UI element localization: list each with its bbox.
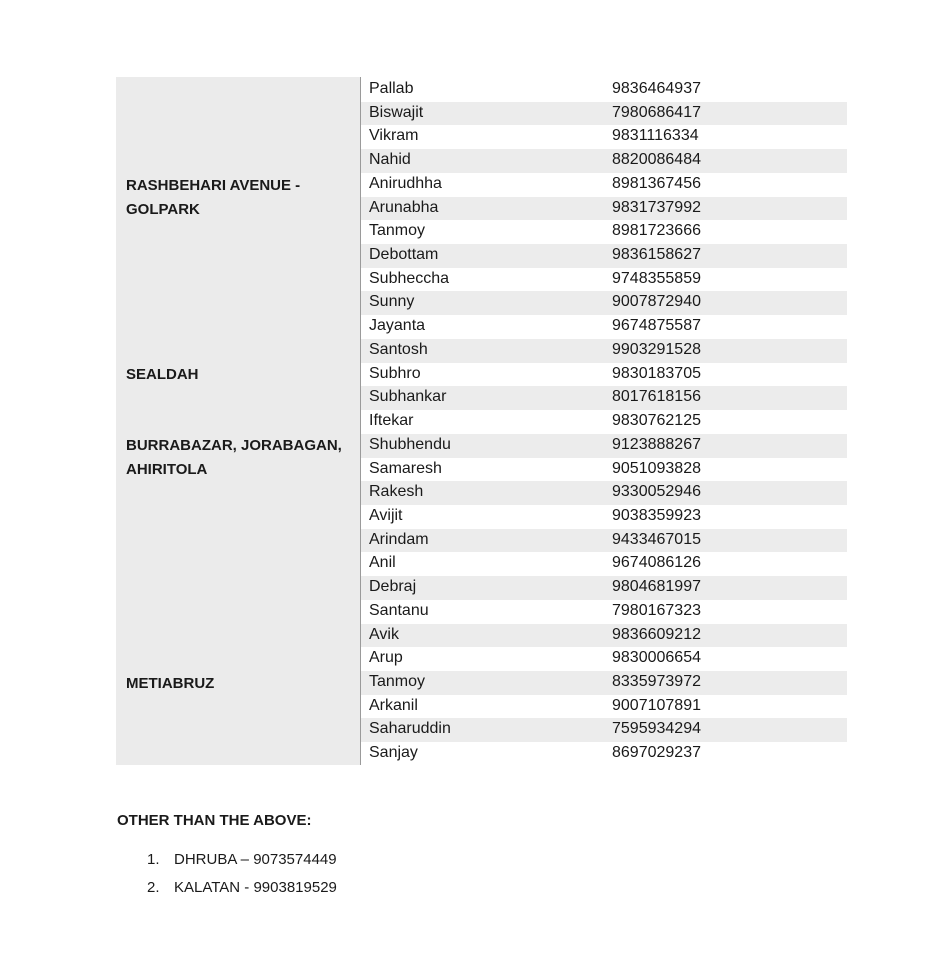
contact-name: Arup	[369, 649, 403, 667]
table-row	[361, 339, 847, 363]
table-row	[361, 386, 847, 410]
contact-name: Jayanta	[369, 317, 426, 335]
table-row	[361, 624, 847, 648]
contact-phone: 8697029237	[612, 744, 701, 762]
contact-phone: 9123888267	[612, 435, 701, 453]
contact-phone: 9674875587	[612, 317, 701, 335]
contact-name: Tanmoy	[369, 672, 426, 690]
contact-name: Samaresh	[369, 459, 442, 477]
contact-phone: 9836464937	[612, 80, 701, 97]
contact-name: Biswajit	[369, 103, 424, 121]
contact-phone: 9051093828	[612, 459, 701, 477]
contact-name: Subhro	[369, 364, 421, 382]
table-row	[361, 102, 847, 126]
contact-phone: 9831116334	[612, 127, 699, 145]
contact-name: Avik	[369, 625, 399, 643]
contact-phone: 8820086484	[612, 151, 701, 169]
contact-phone: 9038359923	[612, 506, 701, 524]
contact-name: Iftekar	[369, 412, 414, 430]
contact-name: Pallab	[369, 80, 414, 97]
contact-name: Shubhendu	[369, 435, 451, 453]
list-number: 1.	[147, 851, 160, 868]
table-row	[361, 220, 847, 244]
contact-phone: 7980167323	[612, 601, 701, 619]
contact-name: Avijit	[369, 506, 403, 524]
contact-phone: 7980686417	[612, 103, 701, 121]
table-row	[361, 434, 847, 458]
contact-name: Anil	[369, 554, 396, 572]
other-heading: OTHER THAN THE ABOVE:	[117, 812, 312, 829]
table-row	[361, 695, 847, 719]
contact-phone: 8981723666	[612, 222, 701, 240]
contact-list	[361, 78, 847, 766]
contact-phone: 7595934294	[612, 720, 701, 738]
contact-name: Sunny	[369, 293, 415, 311]
region-label: RASHBEHARI AVENUE - GOLPARK	[126, 177, 301, 218]
list-text: DHRUBA – 9073574449	[174, 851, 337, 868]
table-row	[361, 268, 847, 292]
contact-name: Subhankar	[369, 388, 447, 406]
region-label: METIABRUZ	[126, 675, 215, 692]
contact-phone: 8335973972	[612, 672, 701, 690]
contact-name: Arkanil	[369, 696, 418, 714]
contact-phone: 9831737992	[612, 198, 701, 216]
contact-phone: 9674086126	[612, 554, 701, 572]
region-label: SEALDAH	[126, 366, 199, 383]
contact-phone: 9007872940	[612, 293, 701, 311]
table-row	[361, 742, 847, 766]
table-row	[361, 458, 847, 482]
contact-name: Santosh	[369, 340, 428, 358]
table-row	[361, 529, 847, 553]
contact-name: Debraj	[369, 578, 417, 596]
contact-phone: 9330052946	[612, 483, 701, 501]
table-row	[361, 125, 847, 149]
contact-phone: 8017618156	[612, 388, 701, 406]
table-row	[361, 173, 847, 197]
table-row	[361, 600, 847, 624]
list-text: KALATAN - 9903819529	[174, 879, 337, 896]
list-number: 2.	[147, 879, 160, 896]
table-row	[361, 149, 847, 173]
contact-phone: 9830762125	[612, 412, 701, 430]
contact-phone: 9830183705	[612, 364, 701, 382]
table-row	[361, 576, 847, 600]
table-row	[361, 505, 847, 529]
contact-name: Vikram	[369, 127, 419, 145]
contact-name: Arunabha	[369, 198, 439, 216]
contact-phone: 9830006654	[612, 649, 701, 667]
table-row	[361, 291, 847, 315]
contact-name: Anirudhha	[369, 174, 442, 192]
contact-phone: 9836158627	[612, 246, 701, 264]
table-row	[361, 647, 847, 671]
contact-name: Tanmoy	[369, 222, 426, 240]
contact-phone: 9836609212	[612, 625, 701, 643]
contact-name: Debottam	[369, 246, 439, 264]
contact-phone: 9903291528	[612, 340, 701, 358]
table-row	[361, 363, 847, 387]
contact-phone: 9007107891	[612, 696, 701, 714]
table-row	[361, 315, 847, 339]
contact-phone: 9804681997	[612, 578, 701, 596]
table-row	[361, 197, 847, 221]
table-row	[361, 552, 847, 576]
table-row	[361, 410, 847, 434]
contact-name: Arindam	[369, 530, 429, 548]
contact-phone: 8981367456	[612, 174, 701, 192]
contact-name: Santanu	[369, 601, 429, 619]
table-row	[361, 671, 847, 695]
contact-name: Rakesh	[369, 483, 424, 501]
contact-name: Sanjay	[369, 744, 418, 762]
region-label: BURRABAZAR, JORABAGAN, AHIRITOLA	[126, 437, 342, 478]
table-row	[361, 718, 847, 742]
contact-phone: 9748355859	[612, 269, 701, 287]
contact-name: Subheccha	[369, 269, 450, 287]
contact-name: Saharuddin	[369, 720, 451, 738]
table-row	[361, 481, 847, 505]
table-row	[361, 244, 847, 268]
contact-phone: 9433467015	[612, 530, 701, 548]
contact-name: Nahid	[369, 151, 411, 169]
table-row	[361, 78, 847, 102]
